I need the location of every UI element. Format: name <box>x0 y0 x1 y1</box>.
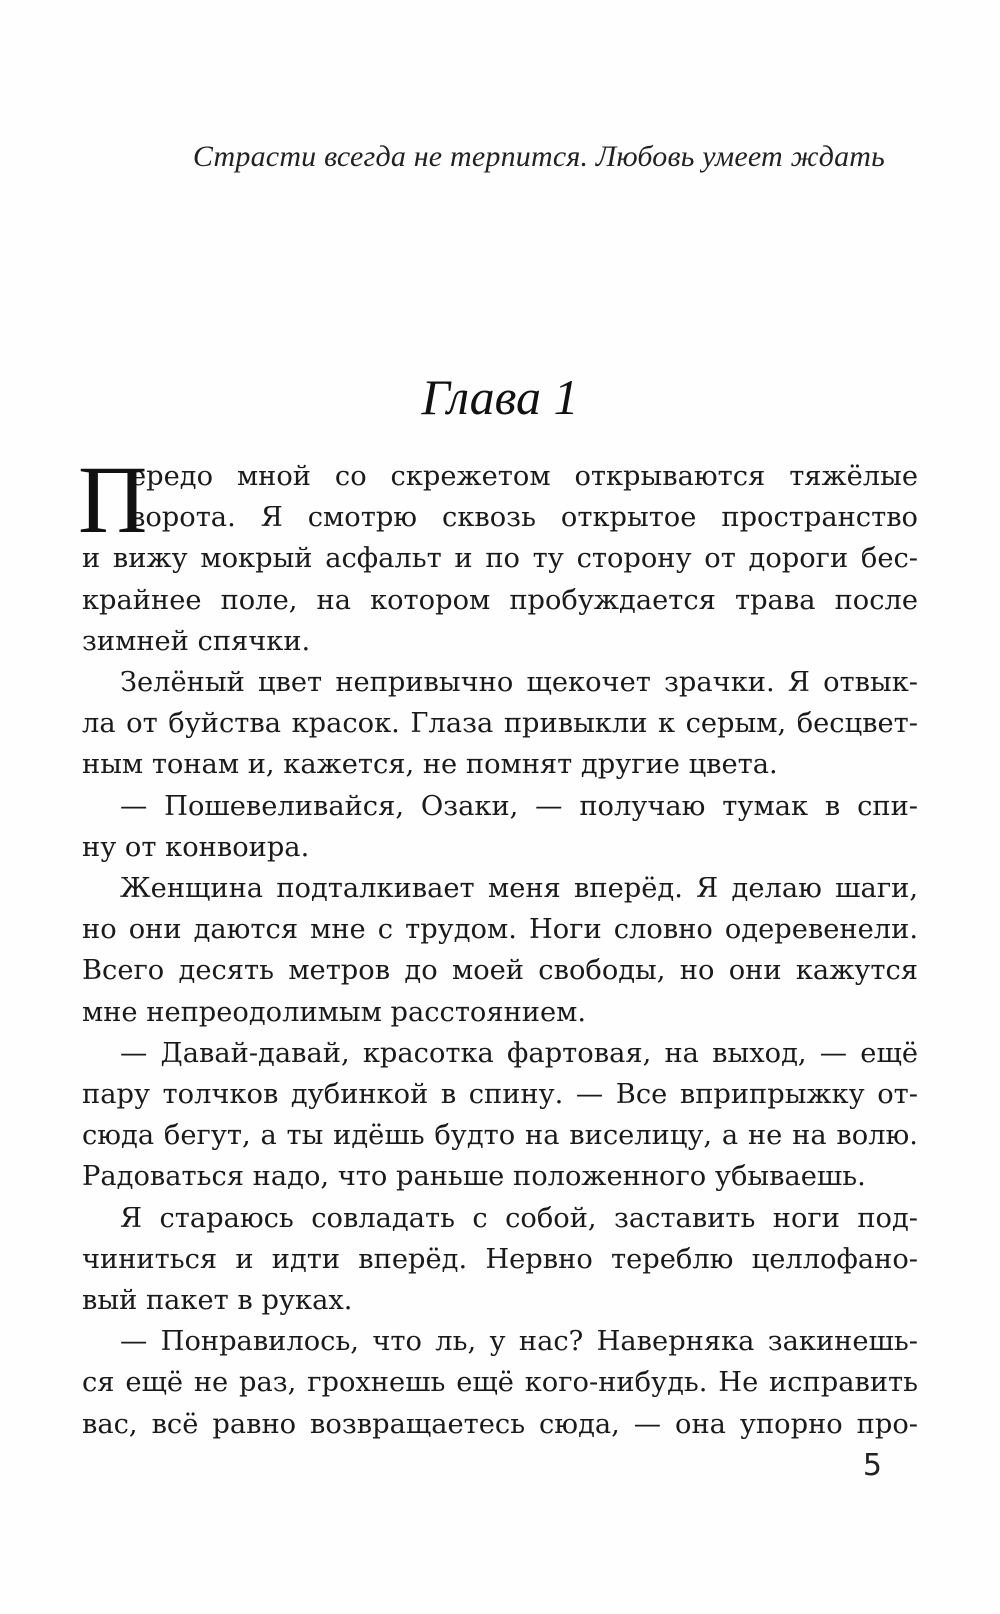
text-line: ворота. Я смотрю сквозь открытое пространство <box>130 502 918 534</box>
chapter-title: Глава 1 <box>421 369 579 425</box>
text-line: ередо мной со скрежетом открываются тяжёлые <box>130 461 918 492</box>
running-header: Страсти всегда не терпится. Любовь умеет ждать <box>192 140 885 173</box>
text-line: Зелёный цвет непривычно щекочет зрачки. Я отвык- <box>120 667 918 699</box>
text-line: ла от буйства красок. Глаза привыкли к серым, бесцвет- <box>82 708 918 740</box>
text-line: и вижу мокрый асфальт и по ту сторону от дороги бес- <box>82 543 918 575</box>
body-text <box>78 446 918 1445</box>
text-line: — Понравилось, что ль, у нас? Наверняка закинешь- <box>120 1326 918 1358</box>
page-number: 5 <box>862 1448 882 1483</box>
text-line: пару толчков дубинкой в спину. — Все вприпрыжку от- <box>82 1079 918 1111</box>
text-line: чиниться и идти вперёд. Нервно тереблю целлофано- <box>82 1243 918 1275</box>
text-line: ным тонам и, кажется, не помнят другие цвета. <box>82 749 778 781</box>
text-line: — Пошевеливайся, Озаки, — получаю тумак в спи- <box>120 790 918 822</box>
text-line: крайнее поле, на котором пробуждается трава после <box>82 584 918 616</box>
text-line: ся ещё не раз, грохнешь ещё кого-нибудь. Не исправить <box>82 1367 918 1399</box>
text-line: — Давай-давай, красотка фартовая, на выход, — ещё <box>120 1037 918 1069</box>
text-line: Женщина подталкивает меня вперёд. Я делаю шаги, <box>120 873 918 905</box>
text-line: зимней спячки. <box>82 625 311 657</box>
text-line: вый пакет в руках. <box>82 1285 353 1317</box>
text-line: Всего десять метров до моей свободы, но они кажутся <box>82 955 918 987</box>
drop-cap: П <box>78 446 148 553</box>
text-line: мне непреодолимым расстоянием. <box>82 996 587 1028</box>
text-line: но они даются мне с трудом. Ноги словно одеревенели. <box>82 914 918 946</box>
text-line: Я стараюсь совладать с собой, заставить ноги под- <box>120 1202 918 1234</box>
text-line: Радоваться надо, что раньше положенного убываешь. <box>82 1161 866 1193</box>
text-line: вас, всё равно возвращаетесь сюда, — она упорно про- <box>82 1408 918 1440</box>
text-line: ну от конвоира. <box>82 831 310 863</box>
text-line: сюда бегут, а ты идёшь будто на виселицу, а не на волю. <box>82 1120 918 1152</box>
